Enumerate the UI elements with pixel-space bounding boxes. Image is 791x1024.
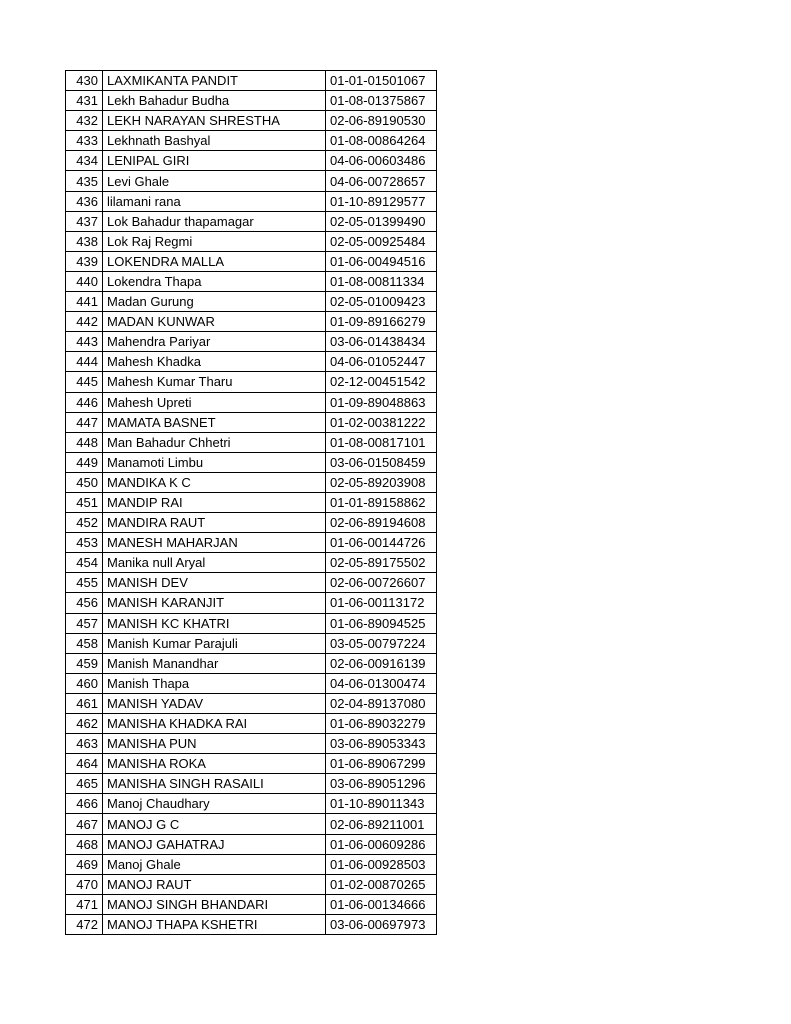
code-cell: 02-05-89175502 — [326, 553, 437, 573]
code-cell: 02-05-01399490 — [326, 211, 437, 231]
table-row — [66, 191, 437, 211]
table-row — [66, 432, 437, 452]
name-cell: Manika null Aryal — [103, 553, 326, 573]
name-cell: LEKH NARAYAN SHRESTHA — [103, 111, 326, 131]
serial-number-cell: 451 — [66, 492, 103, 512]
name-cell: MANISHA KHADKA RAI — [103, 714, 326, 734]
serial-number-cell: 463 — [66, 734, 103, 754]
serial-number-cell: 437 — [66, 211, 103, 231]
code-cell: 01-10-89011343 — [326, 794, 437, 814]
table-row — [66, 894, 437, 914]
serial-number-cell: 454 — [66, 553, 103, 573]
serial-number-cell: 438 — [66, 231, 103, 251]
code-cell: 04-06-01300474 — [326, 673, 437, 693]
serial-number-cell: 462 — [66, 714, 103, 734]
code-cell: 01-08-00864264 — [326, 131, 437, 151]
name-cell: MANISHA SINGH RASAILI — [103, 774, 326, 794]
serial-number-cell: 453 — [66, 533, 103, 553]
serial-number-cell: 430 — [66, 71, 103, 91]
code-cell: 01-01-01501067 — [326, 71, 437, 91]
code-cell: 01-02-00381222 — [326, 412, 437, 432]
name-cell: MANISHA ROKA — [103, 754, 326, 774]
name-cell: MANISH KARANJIT — [103, 593, 326, 613]
name-cell: Lekhnath Bashyal — [103, 131, 326, 151]
table-row — [66, 111, 437, 131]
table-row — [66, 874, 437, 894]
name-cell: MANDIKA K C — [103, 472, 326, 492]
name-cell: lilamani rana — [103, 191, 326, 211]
serial-number-cell: 446 — [66, 392, 103, 412]
code-cell: 02-04-89137080 — [326, 693, 437, 713]
table-row — [66, 633, 437, 653]
table-row — [66, 794, 437, 814]
name-cell: MANOJ RAUT — [103, 874, 326, 894]
serial-number-cell: 443 — [66, 332, 103, 352]
serial-number-cell: 465 — [66, 774, 103, 794]
table-row — [66, 774, 437, 794]
table-row — [66, 452, 437, 472]
code-cell: 03-06-00697973 — [326, 914, 437, 934]
serial-number-cell: 468 — [66, 834, 103, 854]
code-cell: 02-05-00925484 — [326, 231, 437, 251]
table-row — [66, 914, 437, 934]
name-cell: MANDIRA RAUT — [103, 513, 326, 533]
serial-number-cell: 448 — [66, 432, 103, 452]
code-cell: 02-05-89203908 — [326, 472, 437, 492]
name-cell: Manoj Ghale — [103, 854, 326, 874]
code-cell: 01-06-00494516 — [326, 251, 437, 271]
serial-number-cell: 433 — [66, 131, 103, 151]
table-row — [66, 151, 437, 171]
table-row — [66, 91, 437, 111]
serial-number-cell: 460 — [66, 673, 103, 693]
serial-number-cell: 464 — [66, 754, 103, 774]
serial-number-cell: 436 — [66, 191, 103, 211]
serial-number-cell: 440 — [66, 271, 103, 291]
code-cell: 01-10-89129577 — [326, 191, 437, 211]
table-row — [66, 171, 437, 191]
serial-number-cell: 461 — [66, 693, 103, 713]
table-row — [66, 714, 437, 734]
code-cell: 01-06-89067299 — [326, 754, 437, 774]
serial-number-cell: 434 — [66, 151, 103, 171]
table-row — [66, 513, 437, 533]
serial-number-cell: 432 — [66, 111, 103, 131]
code-cell: 01-06-00928503 — [326, 854, 437, 874]
code-cell: 03-06-89051296 — [326, 774, 437, 794]
serial-number-cell: 467 — [66, 814, 103, 834]
serial-number-cell: 450 — [66, 472, 103, 492]
table-row — [66, 71, 437, 91]
code-cell: 01-06-00113172 — [326, 593, 437, 613]
code-cell: 04-06-01052447 — [326, 352, 437, 372]
serial-number-cell: 457 — [66, 613, 103, 633]
records-table — [65, 70, 437, 935]
table-row — [66, 673, 437, 693]
code-cell: 01-02-00870265 — [326, 874, 437, 894]
name-cell: MANDIP RAI — [103, 492, 326, 512]
name-cell: Madan Gurung — [103, 292, 326, 312]
serial-number-cell: 471 — [66, 894, 103, 914]
name-cell: MANOJ SINGH BHANDARI — [103, 894, 326, 914]
name-cell: Manoj Chaudhary — [103, 794, 326, 814]
name-cell: MANISH DEV — [103, 573, 326, 593]
serial-number-cell: 449 — [66, 452, 103, 472]
table-row — [66, 292, 437, 312]
table-row — [66, 754, 437, 774]
name-cell: Mahesh Khadka — [103, 352, 326, 372]
table-row — [66, 312, 437, 332]
code-cell: 02-12-00451542 — [326, 372, 437, 392]
name-cell: MADAN KUNWAR — [103, 312, 326, 332]
name-cell: Mahendra Pariyar — [103, 332, 326, 352]
table-row — [66, 834, 437, 854]
name-cell: MANISHA PUN — [103, 734, 326, 754]
name-cell: Lekh Bahadur Budha — [103, 91, 326, 111]
name-cell: Manish Kumar Parajuli — [103, 633, 326, 653]
serial-number-cell: 459 — [66, 653, 103, 673]
name-cell: MANOJ G C — [103, 814, 326, 834]
code-cell: 02-06-89194608 — [326, 513, 437, 533]
serial-number-cell: 445 — [66, 372, 103, 392]
table-row — [66, 653, 437, 673]
name-cell: MANISH YADAV — [103, 693, 326, 713]
code-cell: 03-06-89053343 — [326, 734, 437, 754]
name-cell: MANESH MAHARJAN — [103, 533, 326, 553]
code-cell: 02-05-01009423 — [326, 292, 437, 312]
code-cell: 01-08-00811334 — [326, 271, 437, 291]
serial-number-cell: 455 — [66, 573, 103, 593]
name-cell: Man Bahadur Chhetri — [103, 432, 326, 452]
table-row — [66, 231, 437, 251]
name-cell: Mahesh Upreti — [103, 392, 326, 412]
code-cell: 01-06-00144726 — [326, 533, 437, 553]
serial-number-cell: 452 — [66, 513, 103, 533]
records-table-body — [66, 71, 437, 935]
serial-number-cell: 442 — [66, 312, 103, 332]
code-cell: 01-01-89158862 — [326, 492, 437, 512]
table-row — [66, 392, 437, 412]
table-row — [66, 271, 437, 291]
code-cell: 02-06-89190530 — [326, 111, 437, 131]
name-cell: Manamoti Limbu — [103, 452, 326, 472]
table-row — [66, 533, 437, 553]
code-cell: 02-06-00726607 — [326, 573, 437, 593]
code-cell: 01-06-89094525 — [326, 613, 437, 633]
name-cell: MANOJ THAPA KSHETRI — [103, 914, 326, 934]
serial-number-cell: 466 — [66, 794, 103, 814]
table-row — [66, 854, 437, 874]
name-cell: Lokendra Thapa — [103, 271, 326, 291]
name-cell: MANOJ GAHATRAJ — [103, 834, 326, 854]
code-cell: 03-06-01438434 — [326, 332, 437, 352]
table-row — [66, 352, 437, 372]
name-cell: LOKENDRA MALLA — [103, 251, 326, 271]
name-cell: MAMATA BASNET — [103, 412, 326, 432]
code-cell: 01-09-89048863 — [326, 392, 437, 412]
table-row — [66, 412, 437, 432]
serial-number-cell: 447 — [66, 412, 103, 432]
serial-number-cell: 456 — [66, 593, 103, 613]
code-cell: 01-06-00609286 — [326, 834, 437, 854]
code-cell: 01-08-00817101 — [326, 432, 437, 452]
serial-number-cell: 472 — [66, 914, 103, 934]
name-cell: LAXMIKANTA PANDIT — [103, 71, 326, 91]
table-row — [66, 593, 437, 613]
table-row — [66, 492, 437, 512]
table-row — [66, 613, 437, 633]
name-cell: Lok Bahadur thapamagar — [103, 211, 326, 231]
table-row — [66, 693, 437, 713]
serial-number-cell: 431 — [66, 91, 103, 111]
code-cell: 04-06-00728657 — [326, 171, 437, 191]
name-cell: Levi Ghale — [103, 171, 326, 191]
table-row — [66, 372, 437, 392]
table-row — [66, 332, 437, 352]
table-row — [66, 251, 437, 271]
name-cell: MANISH KC KHATRI — [103, 613, 326, 633]
serial-number-cell: 435 — [66, 171, 103, 191]
code-cell: 04-06-00603486 — [326, 151, 437, 171]
code-cell: 03-06-01508459 — [326, 452, 437, 472]
table-row — [66, 131, 437, 151]
serial-number-cell: 458 — [66, 633, 103, 653]
table-row — [66, 553, 437, 573]
table-row — [66, 211, 437, 231]
serial-number-cell: 444 — [66, 352, 103, 372]
code-cell: 02-06-00916139 — [326, 653, 437, 673]
table-row — [66, 814, 437, 834]
code-cell: 01-08-01375867 — [326, 91, 437, 111]
name-cell: Mahesh Kumar Tharu — [103, 372, 326, 392]
code-cell: 02-06-89211001 — [326, 814, 437, 834]
code-cell: 01-06-00134666 — [326, 894, 437, 914]
code-cell: 01-06-89032279 — [326, 714, 437, 734]
name-cell: Lok Raj Regmi — [103, 231, 326, 251]
name-cell: Manish Thapa — [103, 673, 326, 693]
table-row — [66, 472, 437, 492]
name-cell: LENIPAL GIRI — [103, 151, 326, 171]
code-cell: 01-09-89166279 — [326, 312, 437, 332]
table-row — [66, 734, 437, 754]
serial-number-cell: 439 — [66, 251, 103, 271]
serial-number-cell: 441 — [66, 292, 103, 312]
table-row — [66, 573, 437, 593]
code-cell: 03-05-00797224 — [326, 633, 437, 653]
serial-number-cell: 469 — [66, 854, 103, 874]
name-cell: Manish Manandhar — [103, 653, 326, 673]
serial-number-cell: 470 — [66, 874, 103, 894]
